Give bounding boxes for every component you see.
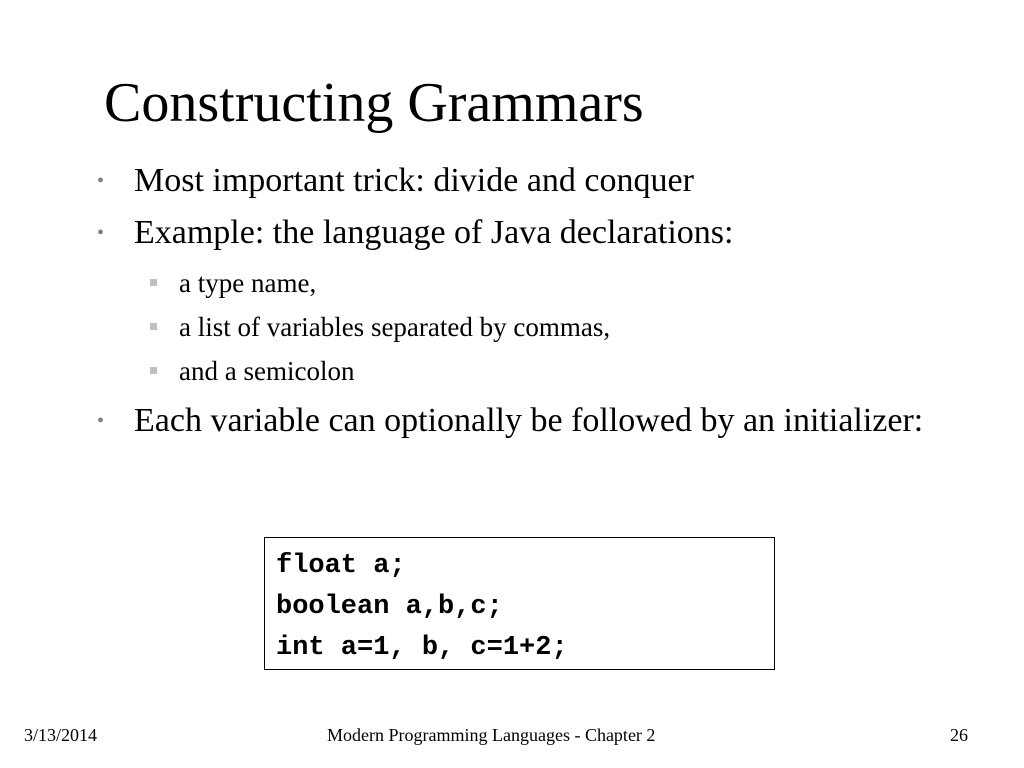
sub-bullet-item: a list of variables separated by commas, — [179, 312, 611, 342]
bullet-item: Example: the language of Java declarations: — [134, 214, 734, 251]
bullet-item: Each variable can optionally be followed by an initializer: — [134, 402, 924, 439]
page-number: 26 — [950, 725, 968, 745]
sub-bullet-marker — [150, 323, 157, 330]
slide-title: Constructing Grammars — [104, 72, 644, 134]
bullet-marker: • — [97, 410, 105, 432]
bullet-item: Most important trick: divide and conquer — [134, 162, 694, 199]
sub-bullet-item: and a semicolon — [179, 356, 355, 386]
footer-title: Modern Programming Languages - Chapter 2 — [327, 725, 656, 745]
sub-bullet-marker — [150, 367, 157, 374]
sub-bullet-marker — [150, 279, 157, 286]
code-line: int a=1, b, c=1+2; — [276, 633, 568, 663]
sub-bullet-item: a type name, — [179, 268, 317, 298]
code-line: boolean a,b,c; — [276, 592, 503, 622]
footer-date: 3/13/2014 — [24, 725, 98, 745]
code-line: float a; — [276, 551, 406, 581]
bullet-marker: • — [97, 170, 105, 192]
code-example-box — [264, 537, 775, 670]
bullet-marker: • — [97, 222, 105, 244]
